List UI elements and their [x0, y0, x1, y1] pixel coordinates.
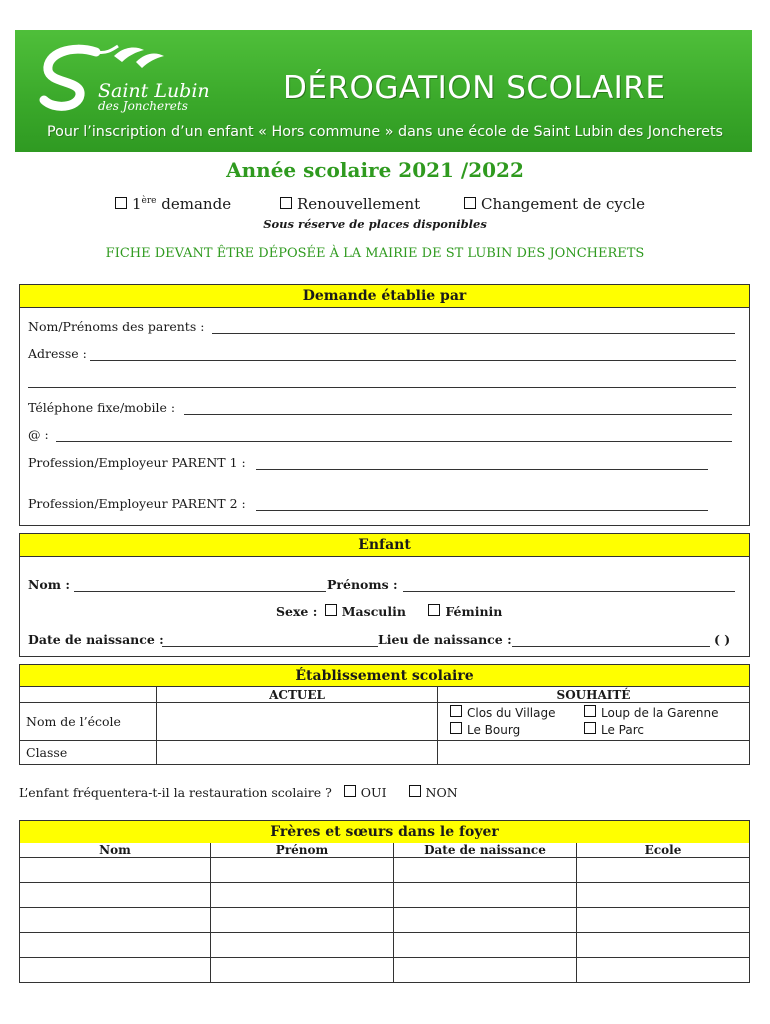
- col-actuel: ACTUEL: [157, 687, 438, 703]
- school-option[interactable]: Loup de la Garenne: [584, 705, 718, 720]
- phone-field[interactable]: [184, 414, 732, 415]
- section-etablissement: [19, 664, 750, 765]
- field-label: Profession/Employeur PARENT 1 :: [28, 455, 246, 470]
- address-field[interactable]: [90, 360, 736, 361]
- option-renewal[interactable]: Renouvellement: [280, 195, 420, 213]
- checkbox-icon[interactable]: [280, 197, 292, 209]
- table-cell[interactable]: [394, 957, 577, 982]
- reserve-note: Sous réserve de places disponibles: [263, 217, 487, 231]
- wished-class-field[interactable]: [438, 741, 750, 765]
- table-cell[interactable]: [394, 907, 577, 932]
- logo-subtext: des Joncherets: [98, 99, 188, 113]
- table-cell[interactable]: [211, 857, 394, 882]
- parents-field[interactable]: [212, 333, 735, 334]
- school-choices: [438, 703, 750, 741]
- column-header: Date de naissance: [394, 843, 577, 858]
- child-name-field[interactable]: [74, 591, 326, 592]
- page-title: DÉROGATION SCOLAIRE: [283, 70, 666, 106]
- current-class-field[interactable]: [157, 741, 438, 765]
- table-cell[interactable]: [394, 857, 577, 882]
- field-label: Nom/Prénoms des parents :: [28, 319, 205, 334]
- table-cell[interactable]: [577, 857, 750, 882]
- section-title: Établissement scolaire: [20, 665, 750, 687]
- field-label: Prénoms :: [327, 577, 398, 592]
- checkbox-icon[interactable]: [115, 197, 127, 209]
- field-label: Téléphone fixe/mobile :: [28, 400, 176, 415]
- table-cell[interactable]: [577, 932, 750, 957]
- school-option[interactable]: Le Bourg: [450, 722, 520, 737]
- option-first-request[interactable]: 1ère demande: [115, 195, 231, 213]
- option-cycle-change[interactable]: Changement de cycle: [464, 195, 645, 213]
- table-cell[interactable]: [211, 907, 394, 932]
- table-cell[interactable]: [394, 882, 577, 907]
- table-cell[interactable]: [577, 907, 750, 932]
- parent1-field[interactable]: [256, 469, 708, 470]
- table-cell[interactable]: [20, 857, 211, 882]
- column-header: Nom: [20, 843, 211, 858]
- birthdate-field[interactable]: [162, 646, 378, 647]
- table-row: [20, 907, 750, 932]
- address-field-2[interactable]: [28, 387, 736, 388]
- table-cell[interactable]: [211, 932, 394, 957]
- table-cell[interactable]: [394, 932, 577, 957]
- section-title: Enfant: [20, 534, 749, 557]
- sex-row: Sexe : Masculin Féminin: [276, 604, 503, 619]
- checkbox-icon[interactable]: [325, 604, 337, 616]
- table-row: [20, 857, 750, 882]
- column-header: Prénom: [211, 843, 394, 858]
- parent2-field[interactable]: [256, 510, 708, 511]
- department-field[interactable]: ( ): [714, 632, 731, 647]
- logo-text: Saint Lubin: [98, 80, 210, 102]
- email-field[interactable]: [56, 441, 732, 442]
- table-cell[interactable]: [20, 907, 211, 932]
- field-label: @ :: [28, 427, 49, 442]
- field-label: Profession/Employeur PARENT 2 :: [28, 496, 246, 511]
- field-label: Lieu de naissance :: [378, 632, 512, 647]
- table-cell[interactable]: [20, 932, 211, 957]
- table-cell[interactable]: [20, 957, 211, 982]
- field-label: Date de naissance :: [28, 632, 164, 647]
- checkbox-icon[interactable]: [584, 705, 596, 717]
- checkbox-icon[interactable]: [344, 785, 356, 797]
- section-enfant: [19, 533, 750, 657]
- deposit-notice: FICHE DEVANT ÊTRE DÉPOSÉE À LA MAIRIE DE ST LUBIN DES JONCHERETS: [105, 246, 645, 261]
- table-cell[interactable]: [20, 882, 211, 907]
- section-title: Demande établie par: [20, 285, 749, 308]
- section-title: Frères et sœurs dans le foyer: [20, 821, 750, 843]
- checkbox-icon[interactable]: [450, 705, 462, 717]
- table-row: [20, 932, 750, 957]
- checkbox-icon[interactable]: [450, 722, 462, 734]
- table-cell[interactable]: [211, 882, 394, 907]
- table-cell[interactable]: [211, 957, 394, 982]
- table-row: [20, 957, 750, 982]
- col-souhaite: SOUHAITÉ: [438, 687, 750, 703]
- birthplace-field[interactable]: [512, 646, 710, 647]
- checkbox-icon[interactable]: [428, 604, 440, 616]
- section-demande: [19, 284, 750, 526]
- field-label: Adresse :: [28, 346, 87, 361]
- field-label: Nom :: [28, 577, 70, 592]
- row-label: Nom de l’école: [20, 703, 157, 741]
- checkbox-icon[interactable]: [409, 785, 421, 797]
- school-option[interactable]: Clos du Village: [450, 705, 555, 720]
- section-freres: [19, 820, 750, 983]
- school-option[interactable]: Le Parc: [584, 722, 644, 737]
- checkbox-icon[interactable]: [464, 197, 476, 209]
- page-subtitle: Pour l’inscription d’un enfant « Hors commune » dans une école de Saint Lubin des Joncherets: [46, 124, 724, 140]
- row-label: Classe: [20, 741, 157, 765]
- table-row: [20, 882, 750, 907]
- column-header: Ecole: [577, 843, 750, 858]
- school-year: Année scolaire 2021 /2022: [226, 158, 524, 182]
- table-cell[interactable]: [577, 957, 750, 982]
- checkbox-icon[interactable]: [584, 722, 596, 734]
- child-firstname-field[interactable]: [403, 591, 735, 592]
- current-school-field[interactable]: [157, 703, 438, 741]
- table-cell[interactable]: [577, 882, 750, 907]
- restauration-row: L’enfant fréquentera-t-il la restauration scolaire ? OUI NON: [19, 785, 458, 800]
